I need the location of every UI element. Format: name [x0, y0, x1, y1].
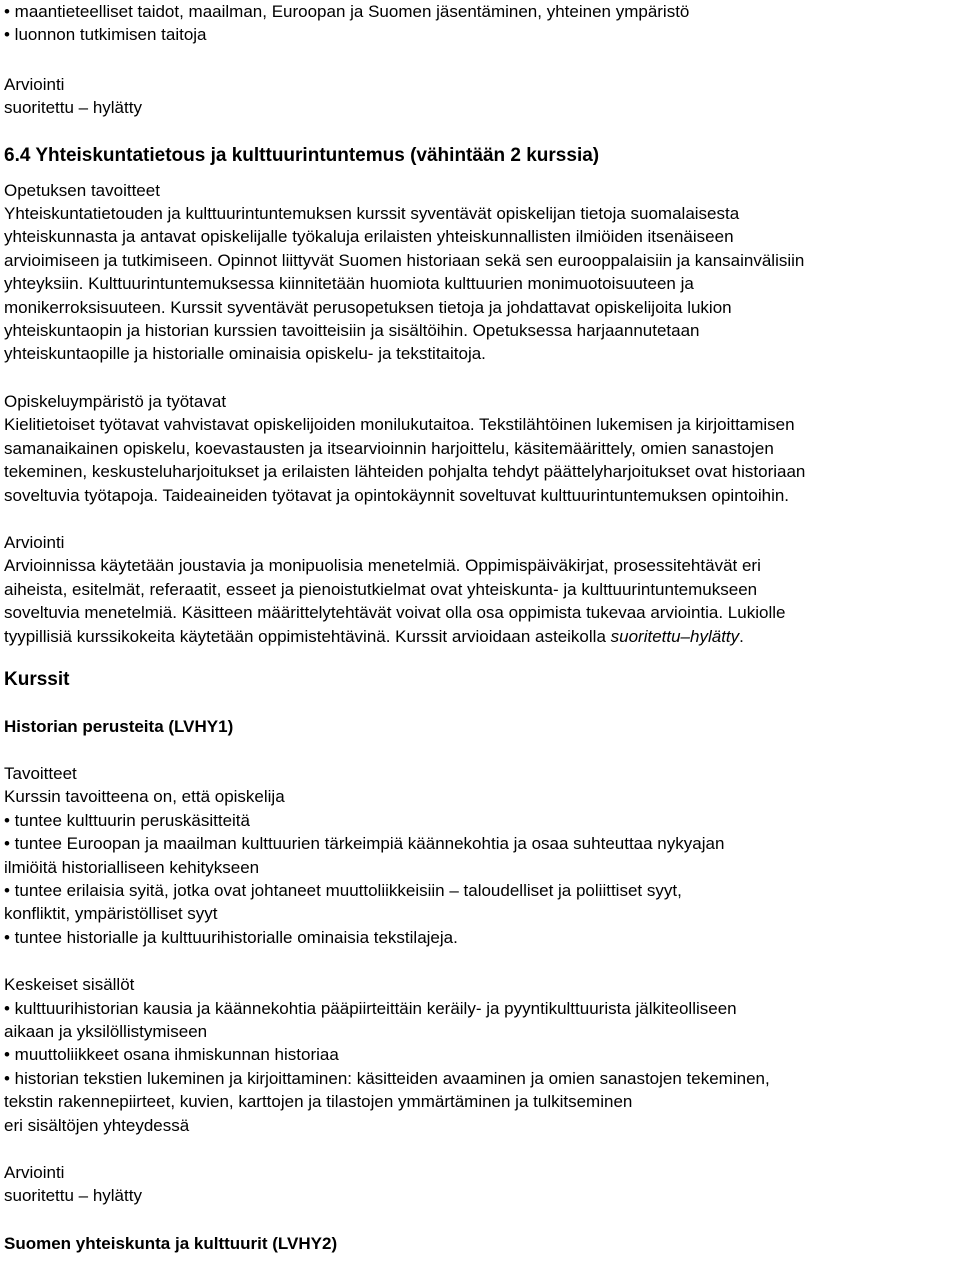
list-item: • muuttoliikkeet osana ihmiskunnan historiaa — [4, 1045, 339, 1065]
paragraph-line: aiheista, esitelmät, referaatit, esseet ja pienoistutkielmat ovat yhteiskunta- ja kulttuurintuntemukseen — [4, 579, 758, 599]
goals-label: Opetuksen tavoitteet — [4, 180, 160, 200]
course-title: Suomen yhteiskunta ja kulttuurit (LVHY2) — [4, 1233, 338, 1253]
list-item: • kulttuurihistorian kausia ja käännekohtia pääpiirteittäin keräily- ja pyyntikulttuurista jälkiteolliseen — [4, 998, 737, 1018]
paragraph-line: yhteyksiin. Kulttuurintuntemuksessa kiinnitetään huomiota kulttuurien monimuotoisuuteen ja — [4, 274, 694, 294]
paragraph-line: Arvioinnissa käytetään joustavia ja monipuolisia menetelmiä. Oppimispäiväkirjat, prosessitehtävät eri — [4, 556, 761, 576]
paragraph-line: yhteiskuntaopin ja historian kurssien tavoitteisiin ja sisältöihin. Opetuksessa harjaannutetaan — [4, 321, 700, 341]
assessment-label: Arviointi — [4, 532, 65, 552]
list-item: • maantieteelliset taidot, maailman, Euroopan ja Suomen jäsentäminen, yhteinen ympäristö — [4, 2, 690, 21]
paragraph-line: Kielitietoiset työtavat vahvistavat opiskelijoiden monilukutaitoa. Tekstilähtöinen lukemisen ja kirjoittamisen — [4, 415, 795, 435]
list-item: • tuntee erilaisia syitä, jotka ovat johtaneet muuttoliikkeisiin – taloudelliset ja poliittiset syyt, — [4, 880, 682, 900]
goals-paragraph — [4, 202, 960, 366]
paragraph-line: soveltuvia menetelmiä. Käsitteen määrittelytehtävät voivat olla osa oppimista tukevaa arviointia. Lukiolle — [4, 603, 786, 623]
paragraph-line: arvioimiseen ja tutkimiseen. Opinnot liittyvät Suomen historiaan sekä sen eurooppalaisiin ja kansainvälisiin — [4, 250, 805, 270]
list-item: • tuntee historialle ja kulttuurihistorialle ominaisia tekstilajeja. — [4, 927, 458, 947]
assessment-paragraph — [4, 554, 960, 648]
course-title: Historian perusteita (LVHY1) — [4, 716, 234, 736]
list-item: • luonnon tutkimisen taitoja — [4, 25, 207, 45]
grading-scale: suoritettu–hylätty — [610, 626, 740, 646]
paragraph-line — [4, 625, 960, 648]
list-item: konfliktit, ympäristölliset syyt — [4, 904, 218, 924]
paragraph-line: monikerroksisuuteen. Kurssit syventävät perusopetuksen tietoja ja johdattavat opiskelijoita lukion — [4, 297, 732, 317]
paragraph-line: Yhteiskuntatietouden ja kulttuurintuntemuksen kurssit syventävät opiskelijan tietoja suomalaisesta — [4, 204, 740, 224]
course-content-list — [4, 997, 960, 1137]
course-goals-list — [4, 785, 960, 949]
environment-label: Opiskeluympäristö ja työtavat — [4, 391, 227, 411]
paragraph-line: yhteiskuntaopille ja historialle ominaisia opiskelu- ja tekstitaitoja. — [4, 344, 486, 364]
list-item: • tuntee Euroopan ja maailman kulttuurien tärkeimpiä käännekohtia ja osaa suhteuttaa nykyajan — [4, 834, 725, 854]
course-goals-label: Tavoitteet — [4, 763, 77, 783]
list-item: • historian tekstien lukeminen ja kirjoittaminen: käsitteiden avaaminen ja omien sanastojen tekeminen, — [4, 1068, 770, 1088]
paragraph-text: tyypillisiä kurssikokeita käytetään oppimistehtävinä. Kurssit arvioidaan asteikolla — [4, 626, 611, 646]
assessment-value: suoritettu – hylätty — [4, 98, 142, 118]
section-heading: 6.4 Yhteiskuntatietous ja kulttuurintuntemus (vähintään 2 kurssia) — [4, 144, 600, 166]
top-bullet-list — [4, 0, 960, 47]
paragraph-line: samanaikainen opiskelu, koevastausten ja itsearvioinnin harjoittelu, käsitemäärittely, omien sanastojen — [4, 438, 774, 458]
list-item: eri sisältöjen yhteydessä — [4, 1115, 190, 1135]
course-assessment-value: suoritettu – hylätty — [4, 1186, 142, 1206]
paragraph-line: tekeminen, keskusteluharjoitukset ja erilaisten lähteiden pohjalta tehdyt päättelyharjoitukset ovat historiaan — [4, 462, 806, 482]
course-assessment-label: Arviointi — [4, 1163, 65, 1183]
list-item: • tuntee kulttuurin peruskäsitteitä — [4, 810, 250, 830]
course-content-label: Keskeiset sisällöt — [4, 975, 135, 995]
paragraph-line: soveltuvia työtapoja. Taideaineiden työtavat ja opintokäynnit soveltuvat kulttuurintuntemuksen opintoihin. — [4, 485, 790, 505]
courses-heading: Kurssit — [4, 668, 70, 690]
environment-paragraph — [4, 413, 960, 507]
assessment-label: Arviointi — [4, 74, 65, 94]
list-item: aikaan ja yksilöllistymiseen — [4, 1022, 208, 1041]
list-item: Kurssin tavoitteena on, että opiskelija — [4, 787, 285, 807]
list-item: tekstin rakennepiirteet, kuvien, karttojen ja tilastojen ymmärtäminen ja tulkitseminen — [4, 1092, 633, 1112]
list-item: ilmiöitä historialliseen kehitykseen — [4, 857, 260, 877]
paragraph-line: yhteiskunnasta ja antavat opiskelijalle työkaluja erilaisten yhteiskunnallisten ilmiöiden itsenäiseen — [4, 227, 734, 247]
paragraph-text: . — [739, 626, 744, 646]
